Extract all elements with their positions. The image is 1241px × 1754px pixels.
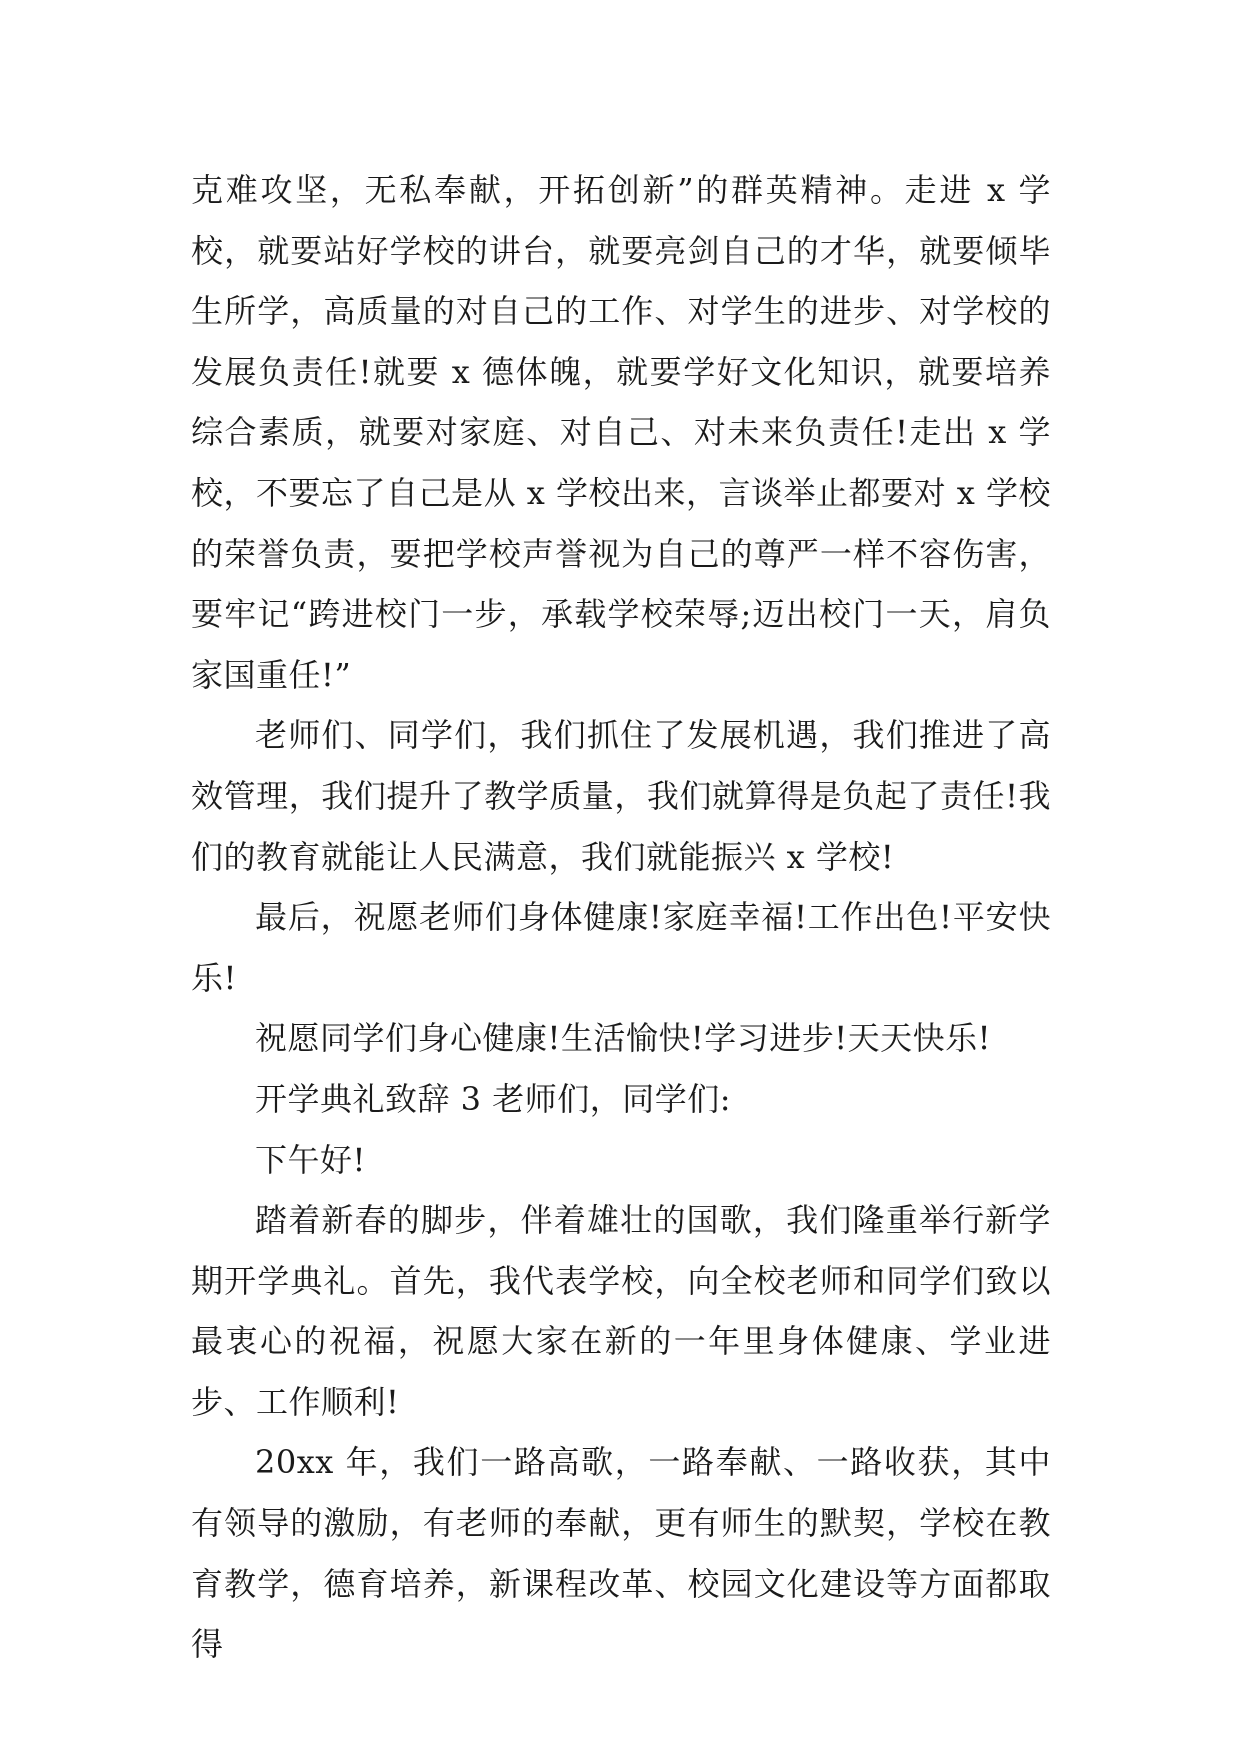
paragraph: 踏着新春的脚步，伴着雄壮的国歌，我们隆重举行新学期开学典礼。首先，我代表学校，向全校老师和同学们致以最衷心的祝福，祝愿大家在新的一年里身体健康、学业进步、工作顺利! — [191, 1201, 1051, 1421]
paragraph: 20xx 年，我们一路高歌，一路奉献、一路收获，其中有领导的激励，有老师的奉献，更有师生的默契，学校在教育教学，德育培养，新课程改革、校园文化建设等方面都取得 — [191, 1443, 1051, 1664]
paragraph: 祝愿同学们身心健康!生活愉快!学习进步!天天快乐! — [255, 1019, 991, 1058]
paragraph: 下午好! — [255, 1140, 366, 1179]
document-body — [191, 160, 1051, 1675]
paragraph: 克难攻坚，无私奉献，开拓创新”的群英精神。走进 x 学校，就要站好学校的讲台，就要亮剑自己的才华，就要倾毕生所学，高质量的对自己的工作、对学生的进步、对学校的发展负责任!就要 x 德体魄，就要学好文化知识，就要培养综合素质，就要对家庭、对自己、对未来负责任!走出 x 学校，不要忘了自己是从 x 学校出来，言谈举止都要对 x 学校的荣誉负责，要把学校声誉视为自己的尊严一样不容伤害，要牢记“跨进校门一步，承载学校荣辱;迈出校门一天，肩负家国重任!” — [191, 171, 1051, 694]
paragraph: 老师们、同学们，我们抓住了发展机遇，我们推进了高效管理，我们提升了教学质量，我们就算得是负起了责任!我们的教育就能让人民满意，我们就能振兴 x 学校! — [191, 716, 1051, 876]
paragraph: 最后，祝愿老师们身体健康!家庭幸福!工作出色!平安快乐! — [191, 898, 1051, 997]
paragraph: 开学典礼致辞 3 老师们，同学们: — [255, 1079, 731, 1118]
